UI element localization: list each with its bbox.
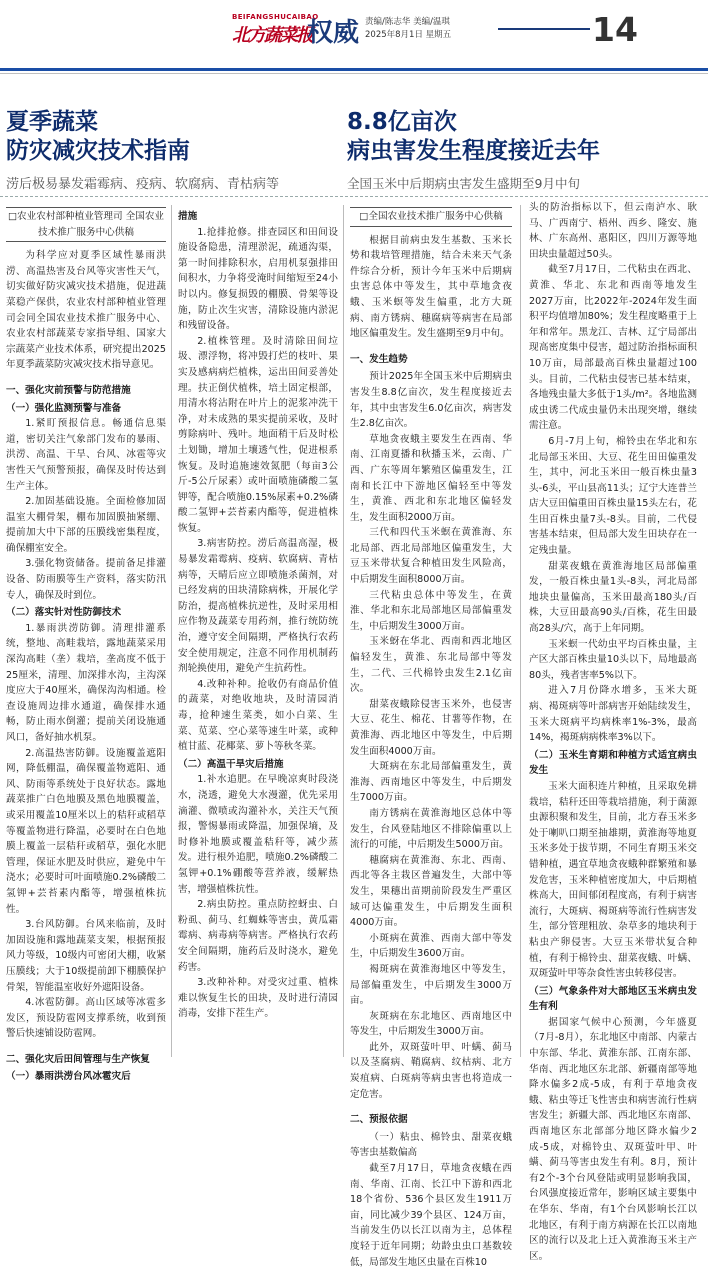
left-article-column-2 bbox=[178, 207, 338, 1057]
left-article-column-1 bbox=[6, 207, 166, 1083]
page-number: 14 bbox=[592, 10, 638, 49]
masthead-rule bbox=[498, 28, 590, 30]
right-article-column-2 bbox=[529, 200, 697, 1262]
column-rule bbox=[171, 205, 172, 1057]
right-subheadline: 全国玉米中后期病虫害发生盛期至9月中旬 bbox=[347, 176, 580, 191]
paragraph: 1.补水追肥。在早晚凉爽时段浇水，浇透，避免大水漫灌，优先采用滴灌、微喷或沟灌补水，关注天气预报，警惕暴雨或降温，加强保墒，及时修补地膜或覆盖秸秆等，减少蒸发。进行根外追肥，喷施0.2%磷酸二氢钾+0.1%硼酸等营养液，缓解热害，增强植株抗性。 bbox=[178, 774, 338, 895]
paragraph: 4.改种补种。抢收仍有商品价值的蔬菜，对绝收地块，及时清园消毒，抢种速生菜类，如小白菜、生菜、苋菜、空心菜等速生叶菜，或种植甘蓝、花椰菜、萝卜等秋冬菜。 bbox=[178, 678, 338, 753]
right-headline-line2: 病虫害发生程度接近去年 bbox=[347, 138, 600, 164]
left-headline-line2: 防灾减灾技术指南 bbox=[6, 138, 190, 164]
paragraph: 三代和四代玉米螟在黄淮海、东北局部、西北局部地区偏重发生，大豆玉米带状复合种植田发生风险高，中后期发生面积8000万亩。 bbox=[350, 527, 512, 586]
section-heading: 二、强化灾后田间管理与生产恢复 bbox=[6, 1053, 150, 1065]
subsection-heading: （一）暴雨洪涝台风冰雹灾后 bbox=[6, 1071, 131, 1083]
paragraph: 2.病虫防控。重点防控蚜虫、白粉虱、蓟马、红蜘蛛等害虫，黄瓜霜霉病、病毒病等病害。严格执行农药安全间隔期，施药后及时浇水，避免药害。 bbox=[178, 899, 338, 973]
paragraph: （一）粘虫、棉铃虫、甜菜夜蛾等害虫基数偏高 bbox=[350, 1131, 512, 1159]
paragraph: 褐斑病在黄淮海地区中等发生，局部偏重发生，中后期发生3000万亩。 bbox=[350, 963, 512, 1007]
paragraph: 1.暴雨洪涝防御。清理排灌系统，整地、高畦栽培，露地蔬菜采用深沟高畦（垄）栽培，垄高度不低于25厘米，清理、加深排水沟，主沟深度应大于40厘米，确保沟沟相通。检查设施周边排水通道，确保排水通畅，防止雨水倒灌；提前关闭设施通风口，备好抽水机泵。 bbox=[6, 622, 166, 743]
section-heading: 二、预报依据 bbox=[350, 1114, 408, 1126]
paragraph: 玉米蚜在华北、西南和西北地区偏轻发生，黄淮、东北局部中等发生，二代、三代棉铃虫发生2.1亿亩次。 bbox=[350, 636, 512, 695]
editors-credit: 责编/陈志华 美编/温琪 bbox=[365, 17, 450, 27]
paragraph: 小斑病在黄淮、西南大部中等发生，中后期发生3600万亩。 bbox=[350, 932, 512, 960]
paragraph: 此外，双斑萤叶甲、叶螨、蓟马以及茎腐病、鞘腐病、纹枯病、北方炭疽病、白斑病等病虫害也将造成一定危害。 bbox=[350, 1041, 512, 1100]
left-article-byline: □农业农村部种植业管理司 全国农业技术推广服务中心供稿 bbox=[6, 207, 166, 242]
issue-date: 2025年8月1日 星期五 bbox=[365, 30, 452, 40]
paragraph: 进入7月份降水增多，玉米大斑病、褐斑病等叶部病害开始陆续发生，玉米大斑病平均病株率1%-3%，最高14%，褐斑病病株率3%以下。 bbox=[529, 685, 697, 744]
paragraph: 玉米大面积连片种植，且采取免耕栽培，秸秆还田等栽培措施，利于菌源虫源积聚和发生，目前，北方春玉米多处于喇叭口期至抽雄期，黄淮海等地夏玉米多处于拔节期，不同生育期玉米交错种植，遇宜草地贪夜蛾种群繁殖和暴发危害，玉米种植密度加大，中后期植株高大，田间郁闭程度高，有利于病害流行，大斑病、褐斑病等流行性病害发生，部分管理粗放、杂草多的地块利于粘虫产卵侵害。大豆玉米带状复合种植，有利于棉铃虫、甜菜夜蛾、叶螨、双斑萤叶甲等杂食性害虫转移侵害。 bbox=[529, 780, 697, 980]
paragraph: 玉米螟一代幼虫平均百株虫量，主产区大部百株虫量10头以下，局地最高80头，残者害率5%以下。 bbox=[529, 638, 697, 681]
section-heading: 一、强化灾前预警与防范措施 bbox=[6, 384, 131, 396]
section-name: 权威 bbox=[307, 18, 360, 48]
column-rule bbox=[520, 205, 521, 1057]
paragraph: 据国家气候中心预测，今年盛夏（7月-8月），东北地区中南部、内蒙古中东部、华北、黄淮东部、江南东部、华南、西北地区东北部、新疆南部等地降水偏多2成-5成，有利于草地贪夜蛾、粘虫等迁飞性害虫和病害流行性病害发生；新疆大部、西北地区东南部、西南地区东北部部分地区降水偏少2成-5成，对棉铃虫、双斑萤叶甲、叶螨、蓟马等害虫发生有利。8月，预计有2个-3个台风登陆或明显影响我国，台风强度接近常年，影响区域主要集中在华东、华南，有1个台风影响长江以北地区，有利于南方病源在长江以南地区的流行以及北上迁入黄淮海玉米主产区。 bbox=[529, 1016, 697, 1262]
paragraph: 2.植株管理。及时清除田间垃圾、漂浮物，将冲毁打烂的枝叶、果实及感病病烂植株，运出田间妥善处理。扶正倒伏植株，培土固定根部，用清水将沾附在叶片上的泥浆冲洗干净，对未成熟的果实提前采收，及时剪除病叶、残叶。地面稍干后及时松土划锄，增加土壤透气性，促进根系恢复。及时追施速效氮肥（每亩3公斤-5公斤尿素）或叶面喷施磷酸二氢钾等，配合喷施0.15%尿素+0.2%磷酸二氢钾+芸苔素内酯等，促进植株恢复。 bbox=[178, 335, 338, 534]
subsection-heading: 措施 bbox=[178, 211, 198, 222]
right-article-byline: □全国农业技术推广服务中心供稿 bbox=[350, 207, 512, 227]
newspaper-pinyin: BEIFANGSHUCAIBAO bbox=[232, 13, 319, 21]
paragraph: 2.加固基础设施。全面检修加固温室大棚骨架，棚布加固膜抽紧绷、提前加大中下部的压膜线密集程度，确保棚室安全。 bbox=[6, 496, 166, 554]
headline-separator bbox=[0, 196, 708, 197]
right-headline-line1: 8.8亿亩次 bbox=[347, 109, 457, 135]
subsection-heading: （二）落实针对性防御技术 bbox=[6, 607, 122, 619]
paragraph: 根据目前病虫发生基数、玉米长势和栽培管理措施，结合未来天气条件综合分析，预计今年玉米中后期病虫害总体中等发生，其中草地贪夜蛾、玉米螟等发生偏重，北方大斑病、南方锈病、穗腐病等病害在局部地区偏重发生。发生盛期至9月中旬。 bbox=[350, 234, 512, 340]
paragraph: 灰斑病在东北地区、西南地区中等发生，中后期发生3000万亩。 bbox=[350, 1010, 512, 1038]
paragraph: 甜菜夜蛾在黄淮海地区局部偏重发，一般百株虫量1头-8头，河北局部地块虫量偏高，玉米田最高180头/百株，大豆田最高90头/百株，花生田最高28头/穴，高于上年同期。 bbox=[529, 560, 697, 635]
right-article-column-1 bbox=[350, 207, 512, 1268]
paragraph: 大斑病在东北局部偏重发生，黄淮海、西南地区中等发生，中后期发生7000万亩。 bbox=[350, 761, 512, 804]
subsection-heading: （二）高温干旱灾后措施 bbox=[178, 758, 284, 770]
paragraph: 6月-7月上旬，棉铃虫在华北和东北局部玉米田、大豆、花生田田偏重发生，其中，河北玉米田一般百株虫量3头-6头，平山县高11头；辽宁大连普兰店大豆田偏重田百株虫量15头左右，花生田百株虫量7头-8头。目前，二代侵害基本结束，但局部大发生田块存在一定残虫量。 bbox=[529, 435, 697, 557]
paragraph: 1.紧盯预报信息。畅通信息渠道，密切关注气象部门发布的暴雨、洪涝、高温、干旱、台风、冰雹等灾害性天气预警预报，确保及时传达到生产主体。 bbox=[6, 418, 166, 492]
newspaper-name-logo: 北方蔬菜报 bbox=[232, 25, 312, 46]
paragraph: 3.改种补种。对受灾过重、植株难以恢复生长的田块，及时进行清园消毒，安排下茬生产。 bbox=[178, 977, 338, 1020]
paragraph: 截至7月17日，草地贪夜蛾在西南、华南、江南、长江中下游和西北18个省份、536个县区发生1911万亩，同比减少39个县区、124万亩，当前发生仍以长江以南为主，总体程度轻于近年同期；幼龄虫虫口基数较低，局部发生地区虫量在百株10 bbox=[350, 1163, 512, 1268]
header-blue-band bbox=[0, 68, 708, 71]
paragraph: 截至7月17日，二代粘虫在西北、黄淮、华北、东北和西南等地发生2027万亩，比2022年-2024年发生面积平均值增加80%；发生程度略重于上年和常年。黑龙江、吉林、辽宁局部出现高密度集中侵害，超过防治指标面积10万亩，局部最高百株虫量超过100头。目前，二代粘虫侵害已基本结束，各地残虫量大多低于1头/m²。各地监测成虫诱二代成虫量仍未出现突增，继续需注意。 bbox=[529, 264, 697, 432]
paragraph: 3.台风防御。台风来临前，及时加固设施和露地蔬菜支架，根据预报风力等级，10级内可密闭大棚，收紧压膜线；大于10级提前卸下棚膜保护骨架，智能温室收好外遮阳设备。 bbox=[6, 919, 166, 993]
paragraph: 2.高温热害防御。设施覆盖遮阳网，降低棚温，确保覆盖物遮阳、通风、防雨等系统处于良好状态。露地蔬菜推广白色地膜及黑色地膜覆盖，或采用覆盖10厘米以上的秸秆或稻草等覆盖物进行降温，必要时在白色地膜上覆盖一层秸秆或稻草，强化水肥管理，保证水肥及时供应，避免中午浇水；必要时可叶面喷施0.2%磷酸二氢钾+芸苔素内酯等，增强植株抗性。 bbox=[6, 747, 166, 915]
paragraph: 头的防治指标以下，但云南泸水、耿马、广西南宁、梧州、西乡、隆安、施林、广东高州、惠阳区，四川万源等地田块虫量超过50头。 bbox=[529, 202, 697, 260]
masthead bbox=[0, 0, 708, 62]
paragraph: 三代粘虫总体中等发生，在黄淮、华北和东北局部地区局部偏重发生，中后期发生3000万亩。 bbox=[350, 589, 512, 632]
paragraph: 3.病害防控。涝后高温高湿，极易暴发霜霉病、疫病、软腐病、青枯病等，天晴后应立即喷施杀菌剂，对已经发病的田块清除病株，开展化学防治，提高植株抗逆性，及时采用相应作物及蔬菜专用药剂，推行统防统治，遵守安全间隔期，严格执行农药安全使用规定，注意不同作用机制药剂轮换使用，避免产生抗药性。 bbox=[178, 538, 338, 675]
paragraph: 4.冰雹防御。高山区域等冰雹多发区，预设防雹网支撑系统，收到预警后快速铺设防雹网。 bbox=[6, 997, 166, 1040]
paragraph: 穗腐病在黄淮海、东北、西南、西北等各主栽区普遍发生，大部中等发生，果穗出苗期前阶段发生严重区域可达偏重发生，中后期发生面积4000万亩。 bbox=[350, 854, 512, 929]
paragraph: 预计2025年全国玉米中后期病虫害发生8.8亿亩次，发生程度接近去年，其中虫害发生6.0亿亩次，病害发生2.8亿亩次。 bbox=[350, 371, 512, 430]
paragraph: 草地贪夜蛾主要发生在西南、华南、江南夏播和秋播玉米，云南、广西、广东等周年繁殖区偏重发生，江南和长江中下游地区偏轻至中等发生，黄淮、西北和东北地区偏轻发生，发生面积2000万亩。 bbox=[350, 433, 512, 523]
paragraph: 甜菜夜蛾除侵害玉米外，也侵害大豆、花生、棉花、甘薯等作物，在黄淮海、西北地区中等发生，中后期发生面积4000万亩。 bbox=[350, 698, 512, 757]
column-rule bbox=[343, 205, 344, 1057]
section-heading: 一、发生趋势 bbox=[350, 353, 408, 365]
paragraph: 3.强化物资储备。提前备足排灌设备、防雨膜等生产资料，落实防汛专人，确保及时到位。 bbox=[6, 558, 166, 601]
subsection-heading: （一）强化监测预警与准备 bbox=[6, 402, 122, 414]
left-subheadline: 涝后极易暴发霜霉病、疫病、软腐病、青枯病等 bbox=[6, 177, 280, 192]
paragraph: 南方锈病在黄淮海地区总体中等发生，台风登陆地区不排除偏重以上流行的可能，中后期发生5000万亩。 bbox=[350, 807, 512, 851]
subsection-heading: （三）气象条件对大部地区玉米病虫发生有利 bbox=[529, 985, 697, 1013]
header-divider bbox=[0, 73, 708, 74]
subsection-heading: （二）玉米生育期和种植方式适宜病虫发生 bbox=[529, 749, 697, 777]
left-headline-line1: 夏季蔬菜 bbox=[6, 109, 98, 135]
paragraph: 为科学应对夏季区域性暴雨洪涝、高温热害及台风等灾害性天气，切实做好防灾减灾技术措施，促进蔬菜稳产保供，农业农村部种植业管理司会同全国农业技术推广服务中心、农业农村部蔬菜专家指导组、国家大宗蔬菜产业技术体系，研究提出2025年夏季蔬菜防灾减灾技术指导意见。 bbox=[6, 250, 166, 371]
paragraph: 1.抢排抢修。排查园区和田间设施设备隐患，清理淤泥，疏通沟渠，第一时间排除积水，启用机泵强排田间积水，力争将受淹时间缩短至24小时以内。修复损毁的棚膜、骨架等设施，防止次生灾害，清除设施内淤泥和残留设备。 bbox=[178, 226, 338, 332]
